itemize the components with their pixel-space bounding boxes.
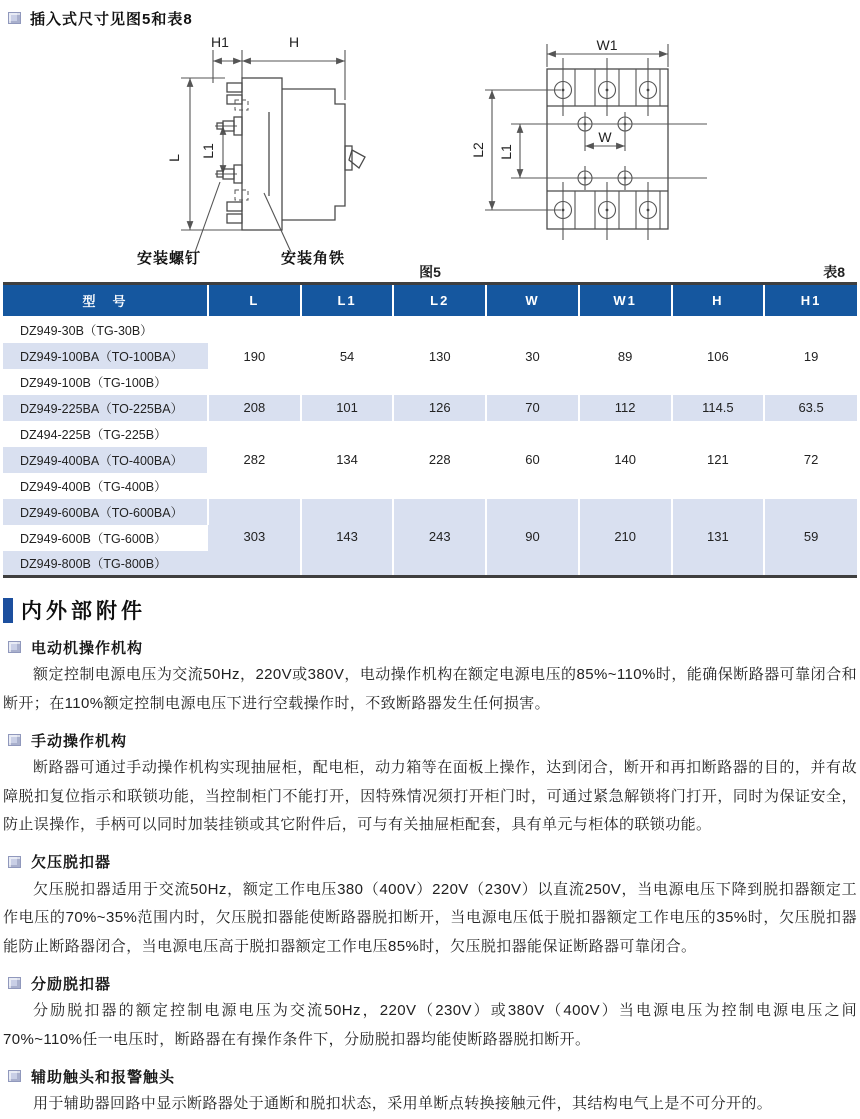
- subsection-heading: 辅助触头和报警触头: [31, 1068, 176, 1086]
- square-bullet-icon: [8, 12, 21, 24]
- empty-cell: [764, 421, 857, 447]
- subsection-paragraph: 额定控制电源电压为交流50Hz，220V或380V，电动操作机构在额定电源电压的85%~110%时，能确保断路器可靠闭合和断开；在110%额定控制电源电压下进行空载操作时，不致断路器发生任何损害。: [3, 666, 857, 712]
- model-cell: DZ494-225B（TG-225B）: [3, 421, 208, 447]
- dim-label-l: L: [166, 154, 182, 162]
- side-view-diagram: [113, 34, 433, 269]
- subsection-heading: 分励脱扣器: [31, 975, 112, 993]
- dim-label-l1-right: L1: [498, 144, 514, 160]
- subsection-heading-row: [3, 1065, 857, 1087]
- subsection-paragraph: 欠压脱扣器适用于交流50Hz，额定工作电压380（400V）220V（230V）以直流250V，当电源电压下降到脱扣器额定工作电压的70%~35%范围内时，欠压脱扣器能使断路器脱扣断开，当电源电压低于脱扣器额定工作电压的35%时，欠压脱扣器能防止断路器闭合，当电源电压高于脱扣器额定工作电压85%时，欠压脱扣器能保证断路器可靠闭合。: [3, 880, 857, 955]
- subsection: [3, 851, 857, 962]
- value-cell: 303: [208, 499, 301, 577]
- empty-cell: [764, 473, 857, 499]
- value-cell: 89: [579, 317, 672, 395]
- subsection: [3, 1065, 857, 1119]
- value-cell: 228: [393, 447, 486, 473]
- model-cell: DZ949-600BA（TO-600BA）: [3, 499, 208, 525]
- subsection: [3, 636, 857, 718]
- model-cell: DZ949-600B（TG-600B）: [3, 525, 208, 551]
- figure-caption: 图5: [419, 264, 441, 280]
- dim-table-body: [3, 317, 857, 577]
- square-bullet-icon: [8, 641, 21, 653]
- subsection-heading-row: [3, 729, 857, 751]
- value-cell: 282: [208, 447, 301, 473]
- value-cell: 60: [486, 447, 579, 473]
- value-cell: 112: [579, 395, 672, 421]
- value-cell: 130: [393, 317, 486, 395]
- model-cell: DZ949-30B（TG-30B）: [3, 317, 208, 343]
- value-cell: 126: [393, 395, 486, 421]
- subsection-heading: 手动操作机构: [31, 732, 128, 750]
- dimension-table: [3, 282, 857, 578]
- front-view-diagram: [465, 38, 785, 248]
- value-cell: 134: [301, 447, 394, 473]
- column-header: L1: [301, 284, 394, 317]
- table-row: [3, 317, 857, 343]
- subsection-paragraph: 用于辅助器回路中显示断路器处于通断和脱扣状态，采用单断点转换接触元件，其结构电气上是不可分开的。: [33, 1095, 773, 1112]
- caption-row: [3, 262, 857, 282]
- subsection: [3, 972, 857, 1054]
- value-cell: 131: [672, 499, 765, 577]
- empty-cell: [672, 421, 765, 447]
- model-cell: DZ949-225BA（TO-225BA）: [3, 395, 208, 421]
- label-mounting-angle-iron: 安装角铁: [281, 250, 346, 267]
- value-cell: 59: [764, 499, 857, 577]
- empty-cell: [486, 473, 579, 499]
- column-header: L2: [393, 284, 486, 317]
- section-title-row: [3, 595, 857, 625]
- table-row: [3, 447, 857, 473]
- subsection-heading-row: [3, 851, 857, 873]
- value-cell: 101: [301, 395, 394, 421]
- subsection-paragraph: 断路器可通过手动操作机构实现抽屉柜，配电柜，动力箱等在面板上操作，达到闭合，断开和再扣断路器的目的，并有故障脱扣复位指示和联锁功能，当控制柜门不能打开，因特殊情况须打开柜门时，可通过紧急解锁将门打开，同时为保证安全，防止误操作，手柄可以同时加装挂锁或其它附件后，可与有关抽屉柜配套，具有单元与柜体的联锁功能。: [3, 759, 857, 833]
- table-caption: 表8: [823, 264, 845, 280]
- figure-area: [3, 34, 857, 267]
- column-header: W1: [579, 284, 672, 317]
- empty-cell: [393, 421, 486, 447]
- square-bullet-icon: [8, 1070, 21, 1082]
- empty-cell: [301, 421, 394, 447]
- value-cell: 210: [579, 499, 672, 577]
- value-cell: 143: [301, 499, 394, 577]
- model-cell: DZ949-800B（TG-800B）: [3, 551, 208, 577]
- table-row: [3, 499, 857, 525]
- value-cell: 54: [301, 317, 394, 395]
- value-cell: 140: [579, 447, 672, 473]
- empty-cell: [208, 473, 301, 499]
- dim-label-w: W: [598, 129, 612, 145]
- model-cell: DZ949-400BA（TO-400BA）: [3, 447, 208, 473]
- label-mounting-screw: 安装螺钉: [137, 250, 202, 267]
- dim-label-w1: W1: [596, 38, 618, 53]
- dim-label-l1: L1: [200, 143, 216, 159]
- column-header: H: [672, 284, 765, 317]
- empty-cell: [672, 473, 765, 499]
- leader-line-screw: [195, 182, 220, 252]
- leader-line-angle: [264, 193, 291, 252]
- column-header: 型 号: [3, 284, 208, 317]
- empty-cell: [393, 473, 486, 499]
- value-cell: 114.5: [672, 395, 765, 421]
- subsection-paragraph: 分励脱扣器的额定控制电源电压为交流50Hz，220V（230V）或380V（400V）当电源电压为控制电源电压之间70%~110%任一电压时，断路器在有操作条件下，分励脱扣器均能使断路器脱扣断开。: [3, 1002, 857, 1048]
- sections-container: [3, 636, 857, 1119]
- section-title: 内外部附件: [21, 600, 146, 623]
- empty-cell: [579, 473, 672, 499]
- square-bullet-icon: [8, 977, 21, 989]
- value-cell: 90: [486, 499, 579, 577]
- page-heading-row: [3, 6, 857, 30]
- table-row: [3, 395, 857, 421]
- page-heading: 插入式尺寸见图5和表8: [30, 10, 193, 28]
- empty-cell: [208, 421, 301, 447]
- model-cell: DZ949-100B（TG-100B）: [3, 369, 208, 395]
- subsection-heading-row: [3, 972, 857, 994]
- table-header-row: [3, 284, 857, 317]
- table-row: [3, 421, 857, 447]
- subsection-heading-row: [3, 636, 857, 658]
- subsection-heading: 欠压脱扣器: [31, 854, 112, 871]
- value-cell: 190: [208, 317, 301, 395]
- value-cell: 19: [764, 317, 857, 395]
- dim-label-h1: H1: [211, 34, 229, 50]
- column-header: L: [208, 284, 301, 317]
- value-cell: 121: [672, 447, 765, 473]
- empty-cell: [579, 421, 672, 447]
- dim-label-l2: L2: [470, 142, 486, 158]
- subsection-heading: 电动机操作机构: [31, 639, 144, 657]
- value-cell: 106: [672, 317, 765, 395]
- column-header: W: [486, 284, 579, 317]
- square-bullet-icon: [8, 734, 21, 746]
- dim-label-h: H: [288, 34, 300, 50]
- model-cell: DZ949-400B（TG-400B）: [3, 473, 208, 499]
- subsection: [3, 729, 857, 840]
- value-cell: 243: [393, 499, 486, 577]
- table-row: [3, 473, 857, 499]
- value-cell: 30: [486, 317, 579, 395]
- value-cell: 63.5: [764, 395, 857, 421]
- empty-cell: [301, 473, 394, 499]
- square-bullet-icon: [8, 856, 21, 868]
- empty-cell: [486, 421, 579, 447]
- column-header: H1: [764, 284, 857, 317]
- section-title-bar-icon: [3, 598, 13, 623]
- model-cell: DZ949-100BA（TO-100BA）: [3, 343, 208, 369]
- value-cell: 70: [486, 395, 579, 421]
- value-cell: 72: [764, 447, 857, 473]
- value-cell: 208: [208, 395, 301, 421]
